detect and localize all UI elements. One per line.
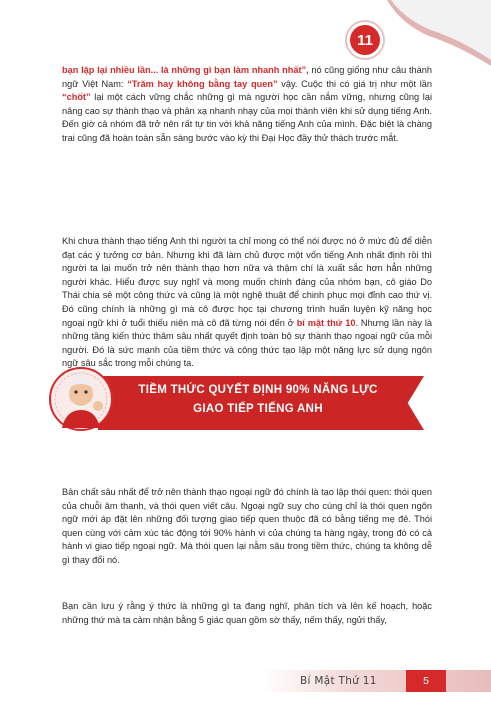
paragraph-text: lại một cách vững chắc những gì mà người học cần nắm vững, nhưng cũng lại nâng cao sự thành thạo và phản xạ nhanh nhạy của mọi thành viên khi sử dụng tiếng Anh. Đến giờ cả nhóm đã trở nên rất tự tin với khả năng tiếng Anh của mình. Đặc biệt là chàng trai cũng đã hoàn toàn sẵn sàng bước vào kỳ thi Đại Học đầy thử thách trước mắt. bbox=[62, 92, 432, 143]
keyword-highlight: “chốt” bbox=[62, 92, 91, 103]
heading-title bbox=[118, 381, 398, 419]
section-heading bbox=[48, 372, 448, 436]
heading-line-2: GIAO TIẾP TIẾNG ANH bbox=[193, 403, 323, 415]
mascot-portrait-icon bbox=[48, 366, 114, 432]
paragraph-intro bbox=[62, 64, 432, 146]
page-footer bbox=[0, 666, 491, 706]
paragraph-consciousness: Bạn cần lưu ý rằng ý thức là những gì ta đang nghĩ, phân tích và lên kế hoạch, hoặc những thứ mà ta cảm nhận bằng 5 giác quan gồm sờ thấy, nếm thấy, ngửi thấy, bbox=[62, 601, 432, 625]
paragraph-text: . Nhưng lần này là những tầng kiến thức thâm sâu nhất quyết định toàn bộ sự thành thạo ngoại ngữ của mỗi người. Đó là sức mạnh của tiềm thức và công thức tạo lập một năng lực sử dụng ngôn ngữ sâu sắc trong mỗi chúng ta. bbox=[62, 317, 432, 369]
paragraph-text: vậy. Cuộc thi có giá trị như một lần bbox=[277, 78, 432, 89]
paragraph-text: Khi chưa thành thạo tiếng Anh thì người ta chỉ mong có thể nói được nó ở mức đủ để diễn đạt các ý tưởng cơ bản. Nhưng khi đã làm chủ được một vốn tiếng Anh nhất định rồi thì người ta lại muốn trở nên thành thạo hơn nữa và thậm chí là xuất sắc hơn hẳn những người khác. Hiểu được suy nghĩ và mong muốn chính đáng của nhóm bạn, cô giáo Do Thái chia sẻ một công thức và cũng là một nghệ thuật để chinh phục mọi đỉnh cao thứ vị. Đó cũng chính là những gì mà cô được học tại chương trình huấn luyện kỹ năng học ngoại ngữ khi ở tuổi thiếu niên mà cô đã từng nói đến ở bbox=[62, 236, 432, 328]
quote-highlight: bạn lặp lại nhiều lần... là những gì bạn làm nhanh nhất”, bbox=[62, 65, 309, 75]
secret-highlight: bí mật thứ 10 bbox=[296, 317, 356, 328]
page-number: 5 bbox=[406, 670, 446, 692]
paragraph-formula bbox=[62, 235, 432, 371]
proverb-highlight: “Trăm hay không bằng tay quen” bbox=[127, 78, 278, 89]
footer-book-title: Bí Mật Thứ 11 bbox=[300, 675, 377, 687]
chapter-number-badge: 11 bbox=[347, 22, 383, 58]
heading-line-1: TIỀM THỨC QUYẾT ĐỊNH 90% NĂNG LỰC bbox=[138, 384, 378, 396]
page-curl-decoration bbox=[371, 0, 491, 72]
paragraph-text: nó cũng giống như câu thành ngữ Việt Nam: bbox=[62, 65, 432, 89]
paragraph-habit: Bản chất sâu nhất để trở nên thành thạo ngoại ngữ đó chính là tạo lập thói quen: thói quen của chuỗi âm thanh, và thói quen viết câu. Ngoại ngữ suy cho cùng chỉ là thói quen ngôn ngữ mới áp đặt lên những đối tượng giao tiếp quen thuộc đã có bằng tiếng mẹ đẻ. Thói quen cùng với cảm xúc tác động tới 90% hành vi của chúng ta hàng ngày, trong đó có cả hành vi giao tiếp ngoại ngữ. Mà thói quen lại nằm sâu trong tiềm thức, chúng ta không dễ gì thay đổi nó. bbox=[62, 487, 432, 565]
